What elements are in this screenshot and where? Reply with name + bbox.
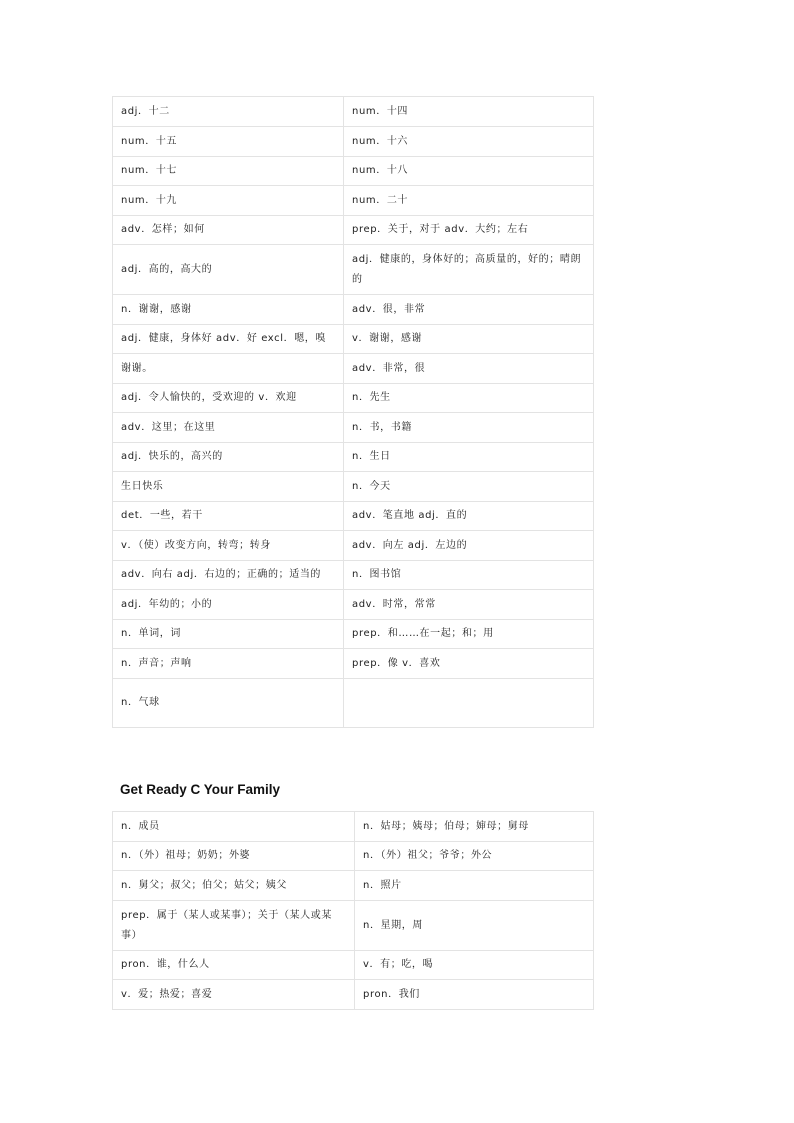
table-cell: adj．高的，高大的 <box>113 245 344 295</box>
table-cell: adj．年幼的；小的 <box>113 590 344 620</box>
table-cell: n．成员 <box>113 812 355 842</box>
table-cell: adv．向左 adj．左边的 <box>344 531 594 561</box>
table-row <box>113 842 594 871</box>
table-cell: n．姑母；姨母；伯母；婶母；舅母 <box>355 812 594 842</box>
table-row <box>113 812 594 842</box>
table-row <box>113 413 594 443</box>
table-cell: n．星期，周 <box>355 901 594 951</box>
table-row <box>113 443 594 472</box>
table-cell: prep．属于（某人或某事）；关于（某人或某事） <box>113 901 355 951</box>
table-cell: 生日快乐 <box>113 472 344 502</box>
table-cell: v．爱；热爱；喜爱 <box>113 980 355 1010</box>
table-row <box>113 649 594 679</box>
table-row <box>113 325 594 354</box>
table-cell: num．十九 <box>113 186 344 216</box>
table-cell: n．（外）祖母；奶奶；外婆 <box>113 842 355 871</box>
table-cell: num．十七 <box>113 157 344 186</box>
table-cell: adv．时常，常常 <box>344 590 594 620</box>
table-cell: v．有；吃，喝 <box>355 951 594 980</box>
table-row <box>113 472 594 502</box>
table-cell: n．气球 <box>113 679 344 728</box>
table-cell: n．照片 <box>355 871 594 901</box>
table-cell: prep．关于，对于 adv．大约；左右 <box>344 216 594 245</box>
table-cell: pron．谁，什么人 <box>113 951 355 980</box>
table-row <box>113 295 594 325</box>
table-row <box>113 245 594 295</box>
vocab-table-1 <box>112 96 594 728</box>
table-row <box>113 871 594 901</box>
vocab-table-2 <box>112 811 594 1010</box>
section-title: Get Ready C Your Family <box>120 782 281 797</box>
table-cell <box>344 679 594 728</box>
table-cell: n．书，书籍 <box>344 413 594 443</box>
table-row <box>113 127 594 157</box>
table-cell: adv．很，非常 <box>344 295 594 325</box>
table-cell: n．舅父；叔父；伯父；姑父；姨父 <box>113 871 355 901</box>
table-cell: adj．健康的，身体好的；高质量的，好的；晴朗的 <box>344 245 594 295</box>
table-row <box>113 384 594 413</box>
table-row <box>113 620 594 649</box>
table-cell: num．十五 <box>113 127 344 157</box>
table-cell: v．（使）改变方向，转弯；转身 <box>113 531 344 561</box>
table-cell: n．今天 <box>344 472 594 502</box>
table-cell: adv．怎样；如何 <box>113 216 344 245</box>
table-row <box>113 354 594 384</box>
table-cell: num．十四 <box>344 97 594 127</box>
table-cell: adj．健康，身体好 adv．好 excl．嗯，嗅 <box>113 325 344 354</box>
table-cell: pron．我们 <box>355 980 594 1010</box>
table-row <box>113 980 594 1010</box>
table-cell: n．图书馆 <box>344 561 594 590</box>
table-cell: n．单词，词 <box>113 620 344 649</box>
table-row <box>113 679 594 728</box>
table-row <box>113 590 594 620</box>
table-row <box>113 561 594 590</box>
table-cell: 谢谢。 <box>113 354 344 384</box>
table-cell: v．谢谢，感谢 <box>344 325 594 354</box>
table-row <box>113 951 594 980</box>
table-cell: adj．令人愉快的，受欢迎的 v．欢迎 <box>113 384 344 413</box>
table-cell: num．十六 <box>344 127 594 157</box>
table-cell: adv．这里；在这里 <box>113 413 344 443</box>
table-cell: n．生日 <box>344 443 594 472</box>
table-cell: n．（外）祖父；爷爷；外公 <box>355 842 594 871</box>
table-row <box>113 216 594 245</box>
table-cell: adv．笔直地 adj．直的 <box>344 502 594 531</box>
table-cell: n．声音；声响 <box>113 649 344 679</box>
table-cell: num．十八 <box>344 157 594 186</box>
table-cell: adv．向右 adj．右边的；正确的；适当的 <box>113 561 344 590</box>
table-cell: n．先生 <box>344 384 594 413</box>
table-cell: det．一些，若干 <box>113 502 344 531</box>
table-cell: prep．和……在一起；和；用 <box>344 620 594 649</box>
table-row <box>113 157 594 186</box>
table-row <box>113 901 594 951</box>
table-cell: adj．快乐的，高兴的 <box>113 443 344 472</box>
table-row <box>113 186 594 216</box>
table-cell: adv．非常，很 <box>344 354 594 384</box>
table-cell: adj．十二 <box>113 97 344 127</box>
table-row <box>113 502 594 531</box>
table-row <box>113 531 594 561</box>
table-row <box>113 97 594 127</box>
table-cell: n．谢谢，感谢 <box>113 295 344 325</box>
table-cell: num．二十 <box>344 186 594 216</box>
table-cell: prep．像 v．喜欢 <box>344 649 594 679</box>
